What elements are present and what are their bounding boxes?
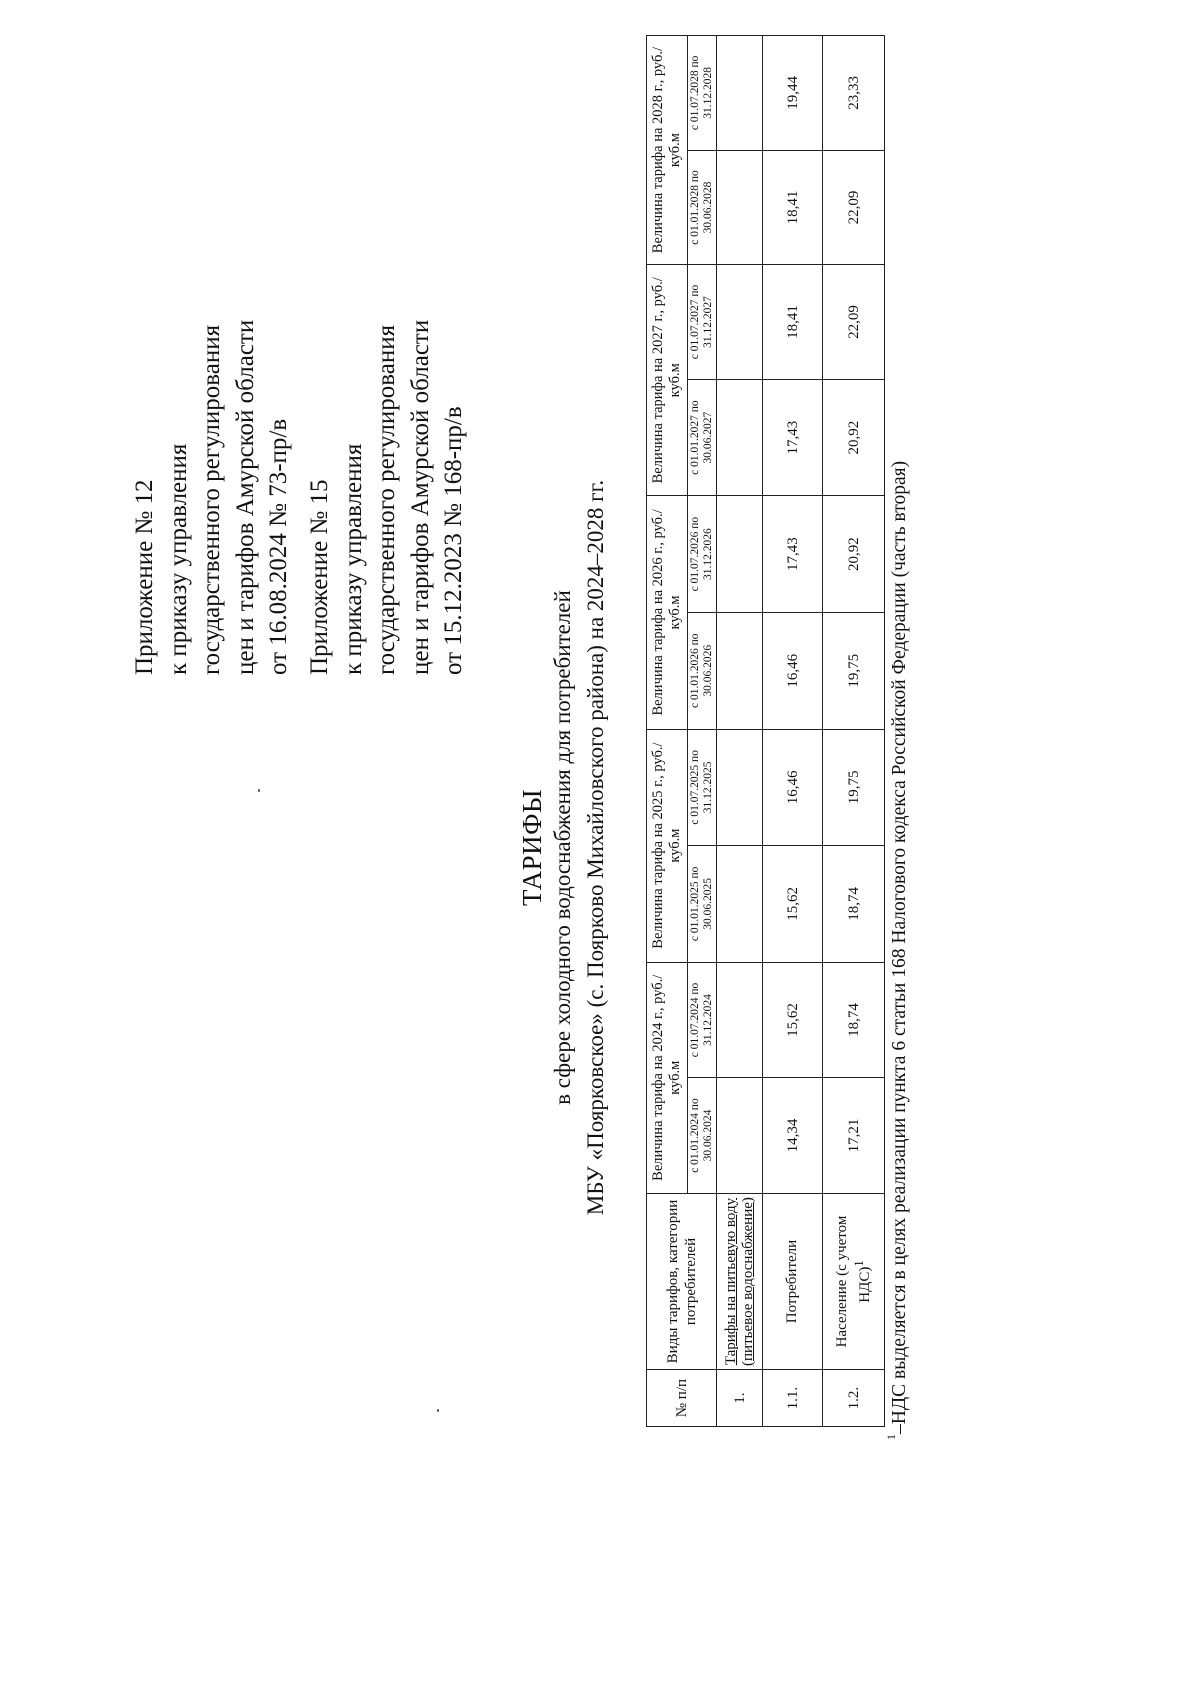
footnote-number: 1 — [884, 1434, 898, 1440]
row-tariff-name — [823, 1193, 885, 1369]
appendix-current — [128, 320, 296, 675]
table-row — [717, 36, 763, 1427]
appendix-original-line: цен и тарифов Амурской области — [406, 319, 434, 675]
tariff-value: 15,62 — [763, 962, 823, 1078]
tariff-value: 20,92 — [823, 379, 885, 496]
document-subtitle-organization: МБУ «Поярковское» (с. Поярково Михайловского района) на 2024–2028 гг. — [583, 479, 608, 1216]
tariff-value — [717, 962, 763, 1078]
tariff-value — [717, 496, 763, 613]
appendix-current-line: от 16.08.2024 № 73-пр/в — [265, 418, 292, 675]
header-period: с 01.07.2025 по 31.12.2025 — [688, 729, 717, 846]
appendix-original-line: от 15.12.2023 № 168-пр/в — [440, 406, 467, 675]
tariff-value: 16,46 — [763, 612, 823, 729]
row-tariff-name: Потребители — [763, 1193, 823, 1369]
header-year-2028: Величина тарифа на 2028 г., руб./куб.м — [647, 36, 688, 265]
tariff-value: 16,46 — [763, 729, 823, 846]
row-number: 1.2. — [823, 1370, 885, 1427]
tariff-value: 22,09 — [823, 265, 885, 380]
header-year-2026: Величина тарифа на 2026 г., руб./куб.м — [647, 496, 688, 729]
tariff-value: 19,75 — [823, 729, 885, 846]
table-header-row — [647, 36, 688, 1427]
scan-speck — [258, 789, 260, 792]
header-period: с 01.01.2026 по 30.06.2026 — [688, 612, 717, 729]
appendix-current-line: Приложение № 12 — [131, 479, 158, 675]
tariff-value — [717, 265, 763, 380]
footnote-text: –НДС выделяется в целях реализации пункта 6 статьи 168 Налогового кодекса Российской Федерации (часть вторая) — [889, 460, 910, 1434]
tariff-value: 20,92 — [823, 496, 885, 613]
tariff-value: 17,21 — [823, 1078, 885, 1194]
tariff-value: 22,09 — [823, 150, 885, 265]
tariff-value: 19,75 — [823, 612, 885, 729]
tariff-value: 18,74 — [823, 846, 885, 963]
header-year-2025: Величина тарифа на 2025 г., руб./куб.м — [647, 729, 688, 962]
header-period: с 01.01.2027 по 30.06.2027 — [688, 379, 717, 496]
tariff-value: 18,41 — [763, 265, 823, 380]
tariff-value — [717, 612, 763, 729]
header-year-2027: Величина тарифа на 2027 г., руб./куб.м — [647, 265, 688, 496]
row-number: 1. — [717, 1370, 763, 1427]
tariff-value — [717, 846, 763, 963]
footnote-marker: 1 — [851, 1260, 866, 1267]
appendix-current-line: к приказу управления — [164, 443, 192, 675]
tariff-value: 15,62 — [763, 846, 823, 963]
tariff-value: 23,33 — [823, 36, 885, 151]
header-period: с 01.07.2028 по 31.12.2028 — [688, 36, 717, 151]
document-title: ТАРИФЫ — [517, 788, 547, 907]
tariff-value: 18,74 — [823, 962, 885, 1078]
tariff-value — [717, 1078, 763, 1194]
header-period: с 01.07.2027 по 31.12.2027 — [688, 265, 717, 380]
table-row — [763, 36, 823, 1427]
row-number: 1.1. — [763, 1370, 823, 1427]
document-subtitle: в сфере холодного водоснабжения для потребителей — [550, 590, 575, 1105]
appendix-current-line: государственного регулирования — [198, 324, 225, 675]
appendix-current-line: цен и тарифов Амурской области — [231, 319, 259, 675]
header-period: с 01.01.2028 по 30.06.2028 — [688, 150, 717, 265]
header-year-2024: Величина тарифа на 2024 г., руб./куб.м — [647, 962, 688, 1193]
appendix-original-line: государственного регулирования — [373, 324, 400, 675]
tariff-value: 19,44 — [763, 36, 823, 151]
tariff-table — [646, 35, 885, 1427]
header-period: с 01.01.2024 по 30.06.2024 — [688, 1078, 717, 1194]
row-tariff-name-text: Население (с учетом НДС) — [833, 1215, 873, 1348]
tariff-value — [717, 729, 763, 846]
header-tariff-type: Виды тарифов, категории потребителей — [647, 1193, 717, 1369]
header-period: с 01.01.2025 по 30.06.2025 — [688, 846, 717, 963]
scan-speck — [437, 1409, 439, 1412]
header-period: с 01.07.2026 по 31.12.2026 — [688, 496, 717, 613]
tariff-value: 14,34 — [763, 1078, 823, 1194]
tariff-value: 17,43 — [763, 496, 823, 613]
appendix-original — [303, 320, 471, 675]
footnote — [884, 461, 911, 1440]
tariff-value — [717, 36, 763, 151]
tariff-value: 18,41 — [763, 150, 823, 265]
table-row — [823, 36, 885, 1427]
appendix-original-line: к приказу управления — [339, 443, 367, 675]
header-number: № п/п — [647, 1370, 717, 1427]
tariff-value — [717, 150, 763, 265]
appendix-original-line: Приложение № 15 — [306, 479, 333, 675]
tariff-value: 17,43 — [763, 379, 823, 496]
row-tariff-name: Тарифы на питьевую воду (питьевое водоснабжение) — [717, 1193, 763, 1369]
header-period: с 01.07.2024 по 31.12.2024 — [688, 962, 717, 1078]
tariff-value — [717, 379, 763, 496]
